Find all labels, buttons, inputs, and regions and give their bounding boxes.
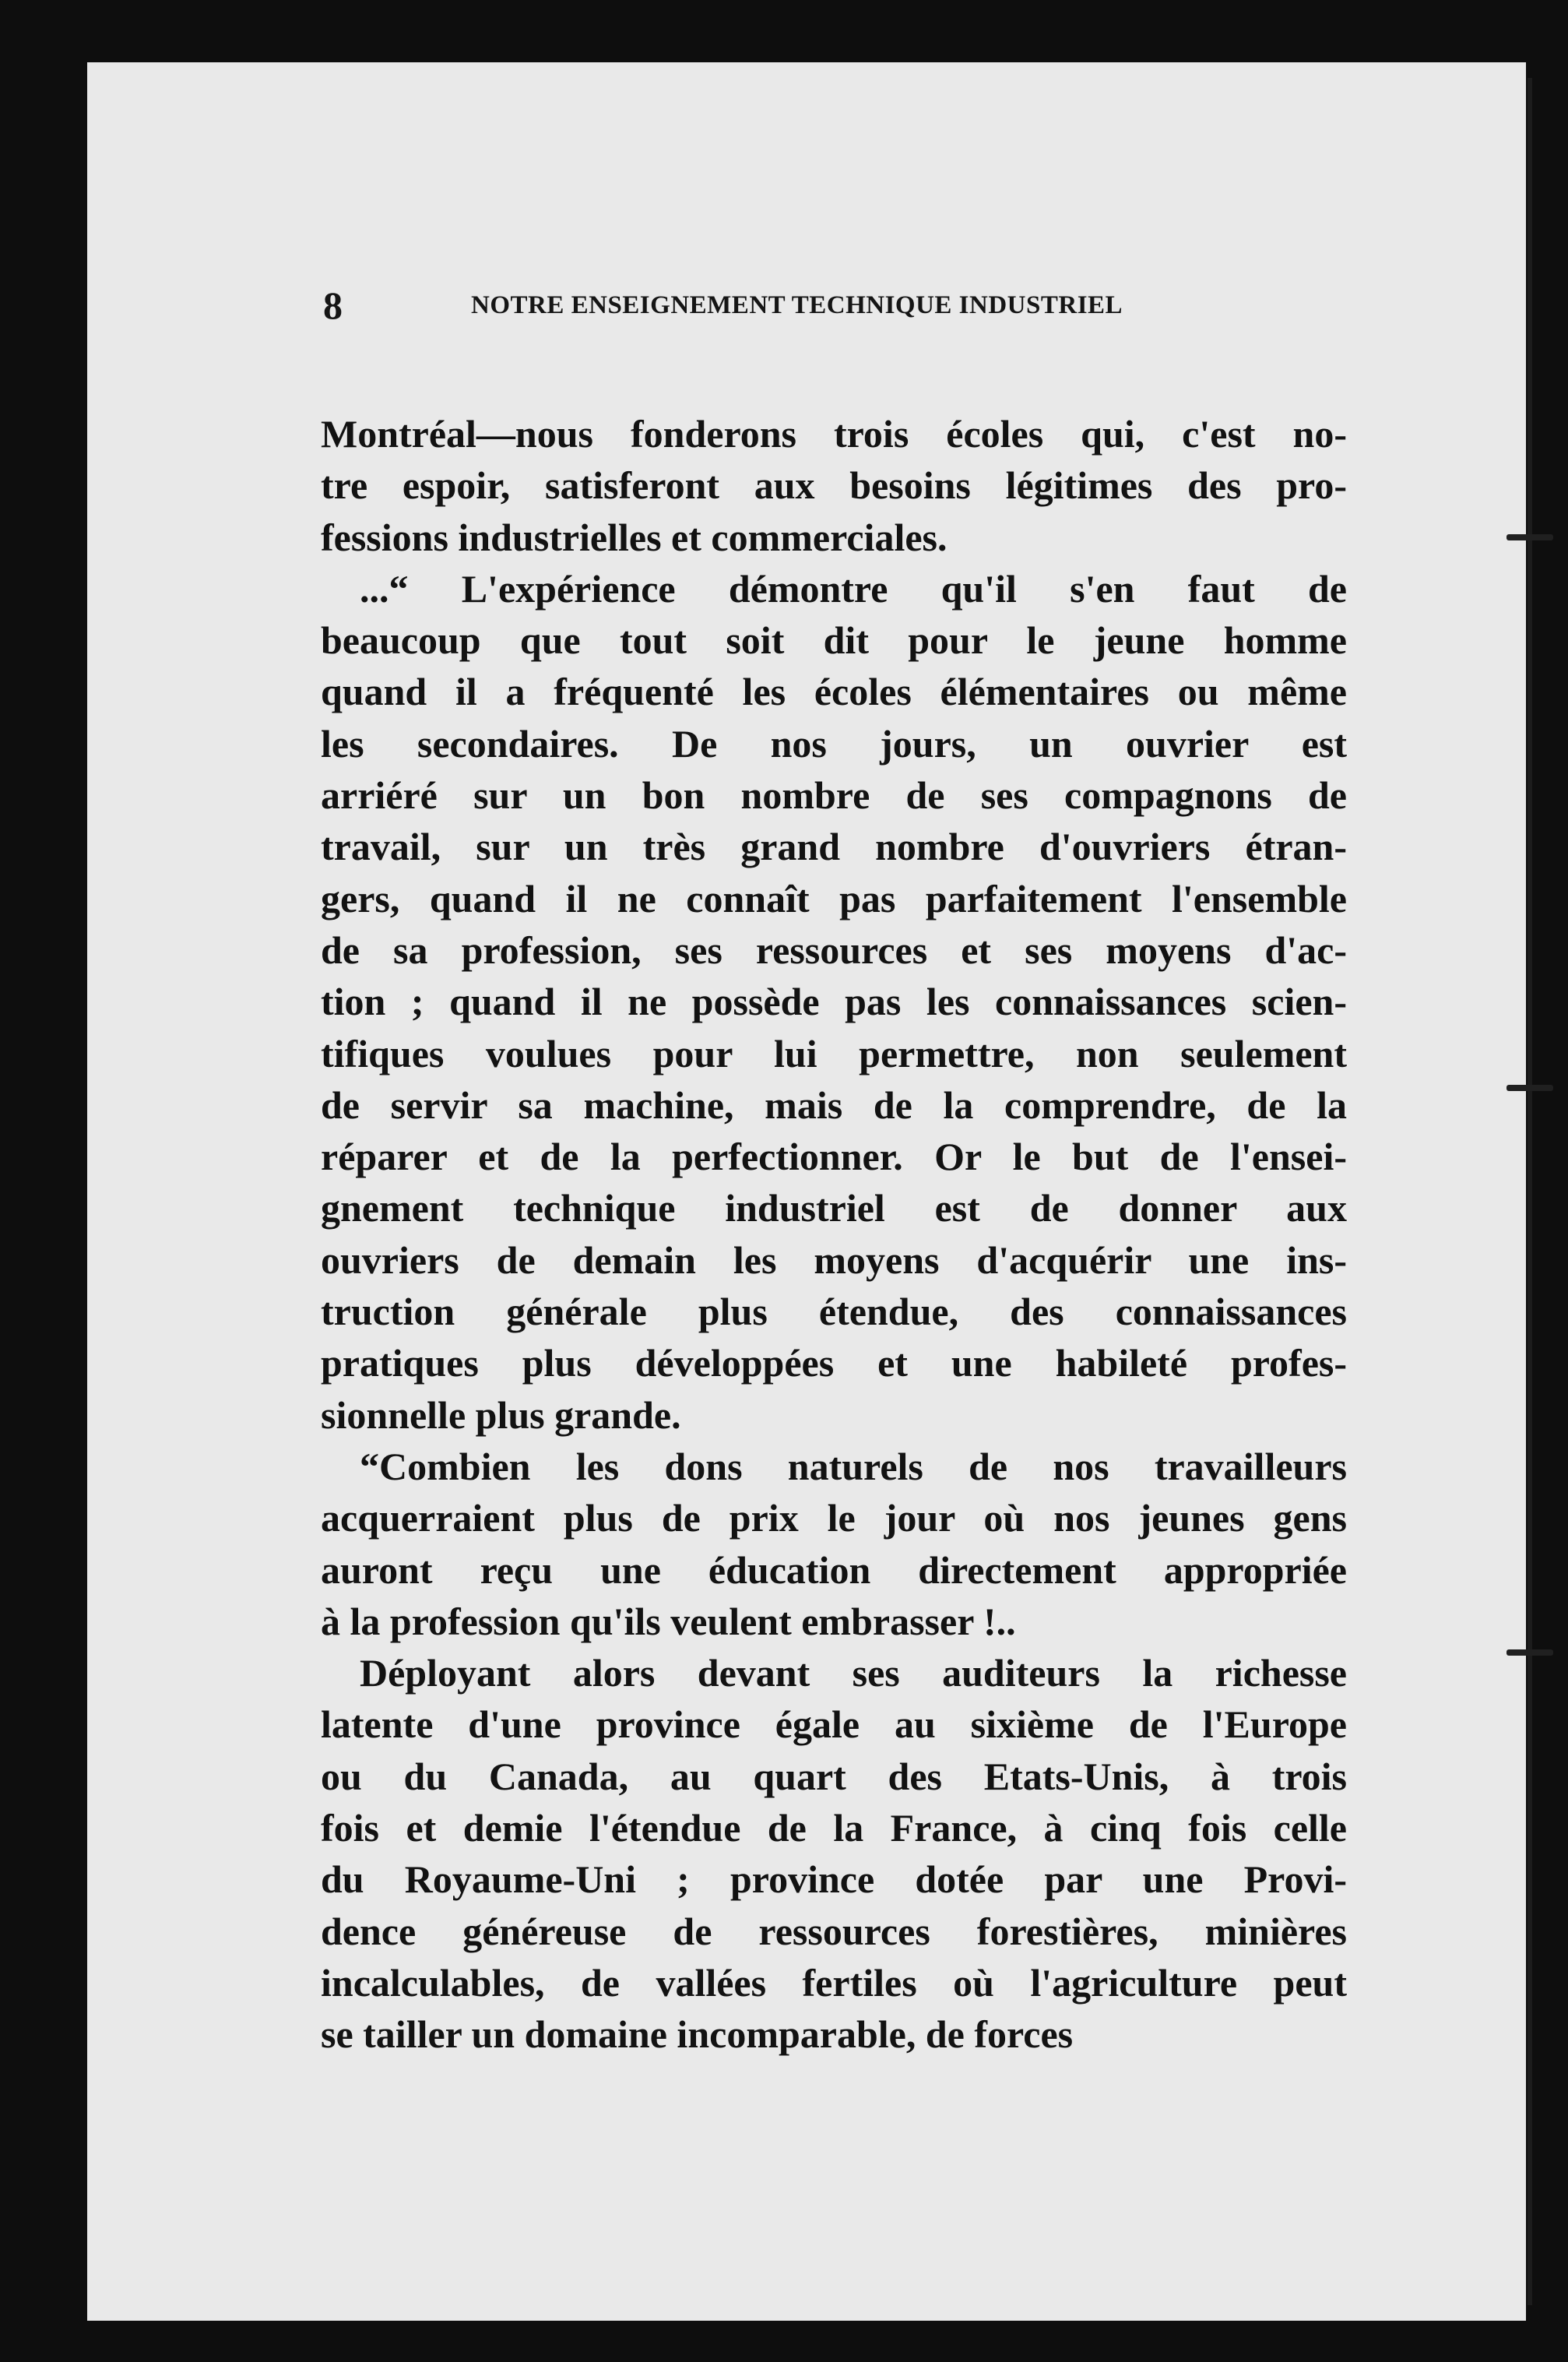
text-line: les secondaires. De nos jours, un ouvrier est bbox=[321, 721, 1347, 766]
running-title: NOTRE ENSEIGNEMENT TECHNIQUE INDUSTRIEL bbox=[471, 291, 1123, 319]
binding-edge bbox=[1528, 78, 1532, 2305]
page-number: 8 bbox=[323, 283, 343, 327]
text-line: Montréal—nous fonderons trois écoles qui, c'est no- bbox=[321, 412, 1347, 456]
text-line: latente d'une province égale au sixième de l'Europe bbox=[321, 1702, 1347, 1747]
text-line: dence généreuse de ressources forestières, minières bbox=[321, 1909, 1347, 1953]
edge-mark bbox=[1506, 1085, 1553, 1091]
edge-mark bbox=[1506, 534, 1553, 540]
text-line: ou du Canada, au quart des Etats-Unis, à trois bbox=[321, 1754, 1347, 1798]
text-line: réparer et de la perfectionner. Or le but de l'ensei- bbox=[321, 1135, 1347, 1179]
text-line: à la profession qu'ils veulent embrasser !.. bbox=[321, 1599, 1016, 1643]
body-text bbox=[321, 408, 1347, 2061]
text-line: fessions industrielles et commerciales. bbox=[321, 515, 947, 559]
text-line: “Combien les dons naturels de nos travailleurs bbox=[360, 1444, 1347, 1488]
text-line: gers, quand il ne connaît pas parfaitement l'ensemble bbox=[321, 876, 1347, 921]
text-line: tion ; quand il ne possède pas les connaissances scien- bbox=[321, 980, 1347, 1024]
text-line: auront reçu une éducation directement appropriée bbox=[321, 1547, 1347, 1592]
text-line: de servir sa machine, mais de la comprendre, de la bbox=[321, 1082, 1347, 1127]
text-line: pratiques plus développées et une habileté profes- bbox=[321, 1341, 1347, 1385]
text-line: beaucoup que tout soit dit pour le jeune homme bbox=[321, 618, 1347, 663]
text-line: Déployant alors devant ses auditeurs la richesse bbox=[360, 1651, 1347, 1695]
text-line: ...“ L'expérience démontre qu'il s'en faut de bbox=[360, 566, 1347, 611]
text-line: quand il a fréquenté les écoles élémentaires ou même bbox=[321, 670, 1347, 714]
text-line: tifiques voulues pour lui permettre, non seulement bbox=[321, 1031, 1347, 1075]
text-line: arriéré sur un bon nombre de ses compagnons de bbox=[321, 773, 1347, 818]
text-line: truction générale plus étendue, des connaissances bbox=[321, 1290, 1347, 1334]
text-line: ouvriers de demain les moyens d'acquérir une ins- bbox=[321, 1237, 1347, 1282]
text-line: travail, sur un très grand nombre d'ouvriers étran- bbox=[321, 825, 1347, 869]
text-line: sionnelle plus grande. bbox=[321, 1392, 681, 1437]
text-line: gnement technique industriel est de donner aux bbox=[321, 1186, 1347, 1230]
text-line: de sa profession, ses ressources et ses moyens d'ac- bbox=[321, 928, 1347, 972]
text-line: se tailler un domaine incomparable, de forces bbox=[321, 2012, 1074, 2057]
text-line: acquerraient plus de prix le jour où nos jeunes gens bbox=[321, 1496, 1347, 1540]
text-line: du Royaume-Uni ; province dotée par une Provi- bbox=[321, 1857, 1347, 1902]
running-head bbox=[323, 282, 1327, 329]
text-line: fois et demie l'étendue de la France, à cinq fois celle bbox=[321, 1806, 1347, 1850]
text-line: incalculables, de vallées fertiles où l'agriculture peut bbox=[321, 1960, 1347, 2005]
edge-mark bbox=[1506, 1649, 1553, 1656]
text-line: tre espoir, satisferont aux besoins légitimes des pro- bbox=[321, 463, 1347, 508]
